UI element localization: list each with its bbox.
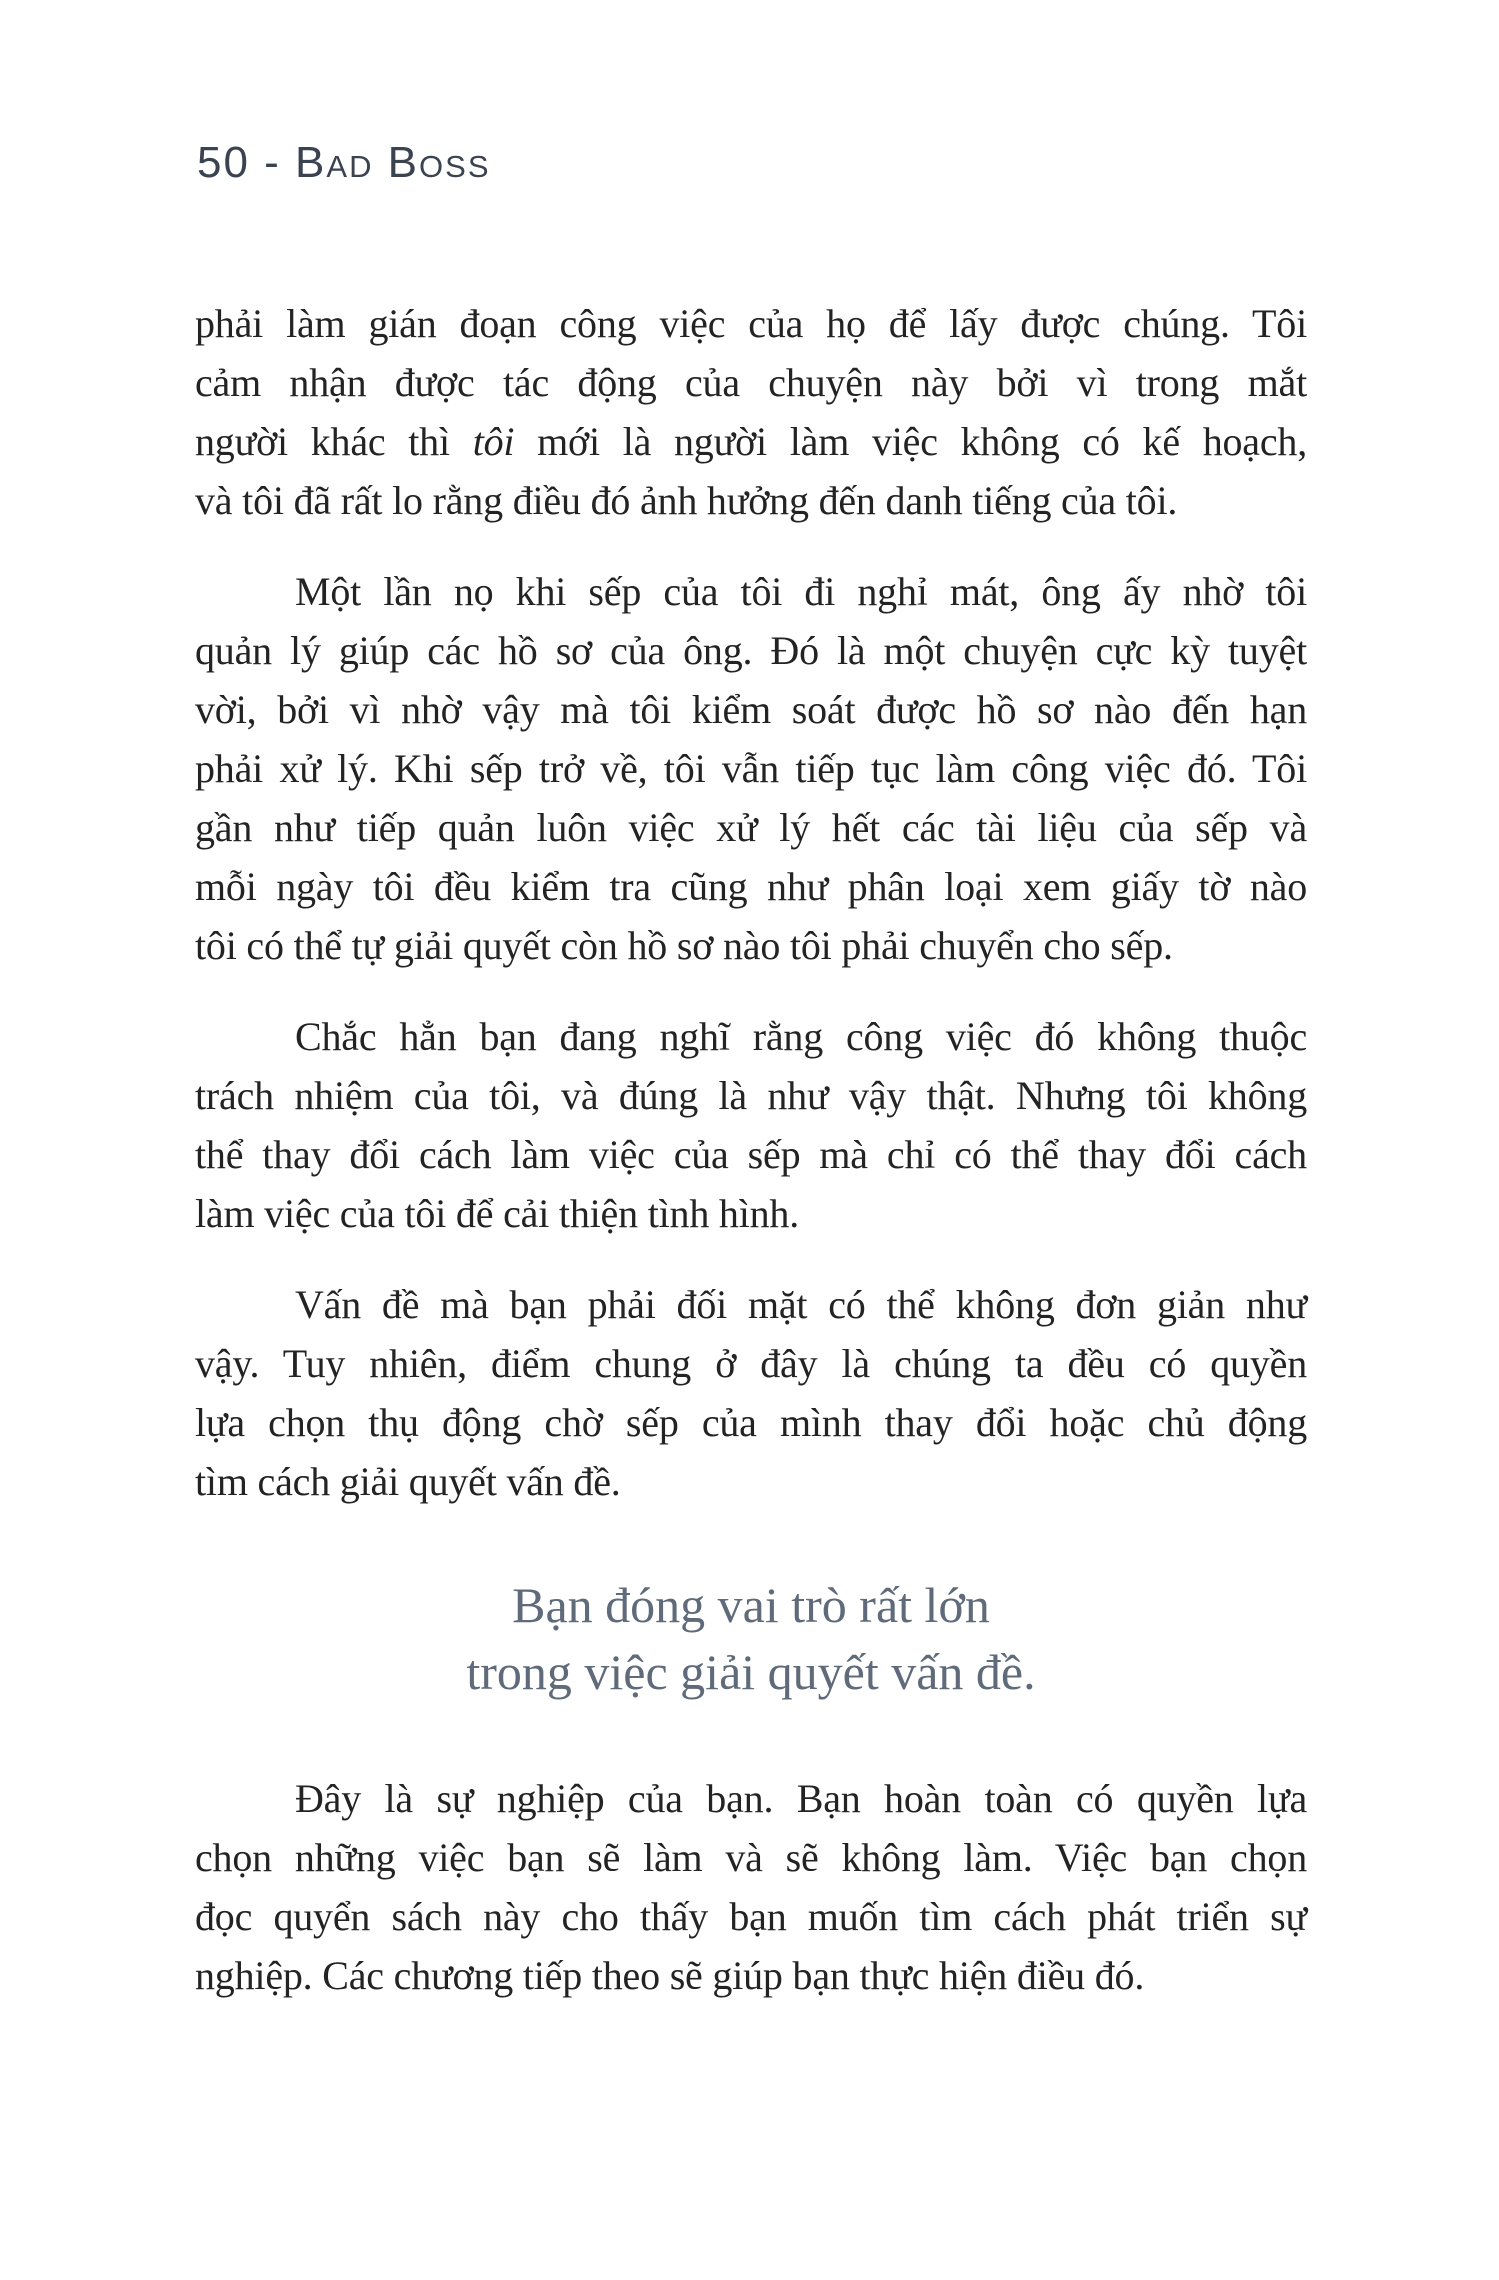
text-segment: Vấn đề mà bạn phải đối mặt có thể không đơn giản như <box>295 1281 1307 1327</box>
text-line <box>195 798 1307 857</box>
text-segment: tìm cách giải quyết vấn đề. <box>195 1458 621 1504</box>
text-line <box>195 1334 1307 1393</box>
paragraph <box>195 1007 1307 1243</box>
text-line <box>195 1769 1307 1828</box>
text-segment: trách nhiệm của tôi, và đúng là như vậy thật. Nhưng tôi không <box>195 1072 1307 1118</box>
text-line <box>195 1828 1307 1887</box>
text-line <box>195 857 1307 916</box>
text-segment: lựa chọn thụ động chờ sếp của mình thay đổi hoặc chủ động <box>195 1399 1307 1445</box>
text-line <box>195 680 1307 739</box>
text-segment: phải xử lý. Khi sếp trở về, tôi vẫn tiếp tục làm công việc đó. Tôi <box>195 745 1307 791</box>
text-column <box>195 294 1307 2037</box>
paragraph <box>195 562 1307 975</box>
pull-quote <box>195 1572 1307 1706</box>
pull-quote-line: Bạn đóng vai trò rất lớn <box>512 1576 990 1633</box>
text-segment: phải làm gián đoạn công việc của họ để lấy được chúng. Tôi <box>195 300 1307 346</box>
text-line <box>195 1066 1307 1125</box>
text-segment: mỗi ngày tôi đều kiểm tra cũng như phân loại xem giấy tờ nào <box>195 863 1307 909</box>
text-line <box>195 412 1307 471</box>
paragraph <box>195 1769 1307 2005</box>
text-segment: đọc quyển sách này cho thấy bạn muốn tìm cách phát triển sự <box>195 1893 1307 1939</box>
text-segment: cảm nhận được tác động của chuyện này bởi vì trong mắt <box>195 359 1307 405</box>
text-segment: gần như tiếp quản luôn việc xử lý hết các tài liệu của sếp và <box>195 804 1307 850</box>
text-segment: vậy. Tuy nhiên, điểm chung ở đây là chúng ta đều có quyền <box>195 1340 1307 1386</box>
text-segment: quản lý giúp các hồ sơ của ông. Đó là một chuyện cực kỳ tuyệt <box>195 627 1307 673</box>
text-segment: Đây là sự nghiệp của bạn. Bạn hoàn toàn có quyền lựa <box>295 1775 1307 1821</box>
running-header <box>197 138 1307 189</box>
text-line <box>195 1452 1307 1511</box>
italic-text: tôi <box>472 418 515 464</box>
paragraph <box>195 294 1307 530</box>
text-line <box>195 1393 1307 1452</box>
text-segment: mới là người làm việc không có kế hoạch, <box>514 418 1307 464</box>
text-line <box>195 1275 1307 1334</box>
text-segment: chọn những việc bạn sẽ làm và sẽ không làm. Việc bạn chọn <box>195 1834 1307 1880</box>
text-segment: vời, bởi vì nhờ vậy mà tôi kiểm soát được hồ sơ nào đến hạn <box>195 686 1307 732</box>
text-segment: làm việc của tôi để cải thiện tình hình. <box>195 1190 800 1236</box>
pull-quote-line: trong việc giải quyết vấn đề. <box>466 1643 1036 1700</box>
text-line <box>195 471 1307 530</box>
text-line <box>195 916 1307 975</box>
text-line <box>195 562 1307 621</box>
text-line <box>195 1125 1307 1184</box>
page-number-and-title: 50 - Bad Boss <box>197 138 491 187</box>
text-segment: tôi có thể tự giải quyết còn hồ sơ nào tôi phải chuyển cho sếp. <box>195 922 1173 968</box>
text-segment: Một lần nọ khi sếp của tôi đi nghỉ mát, ông ấy nhờ tôi <box>295 568 1307 614</box>
text-line <box>195 621 1307 680</box>
text-line <box>195 1184 1307 1243</box>
text-segment: thể thay đổi cách làm việc của sếp mà chỉ có thể thay đổi cách <box>195 1131 1307 1177</box>
text-line <box>195 294 1307 353</box>
text-segment: nghiệp. Các chương tiếp theo sẽ giúp bạn thực hiện điều đó. <box>195 1952 1145 1998</box>
text-segment: người khác thì <box>195 418 473 464</box>
text-segment: và tôi đã rất lo rằng điều đó ảnh hưởng đến danh tiếng của tôi. <box>195 477 1178 523</box>
text-line <box>195 1887 1307 1946</box>
text-line <box>195 739 1307 798</box>
text-line <box>195 1007 1307 1066</box>
text-segment: Chắc hẳn bạn đang nghĩ rằng công việc đó không thuộc <box>295 1013 1307 1059</box>
text-line <box>195 1946 1307 2005</box>
text-line <box>195 353 1307 412</box>
paragraph <box>195 1275 1307 1511</box>
